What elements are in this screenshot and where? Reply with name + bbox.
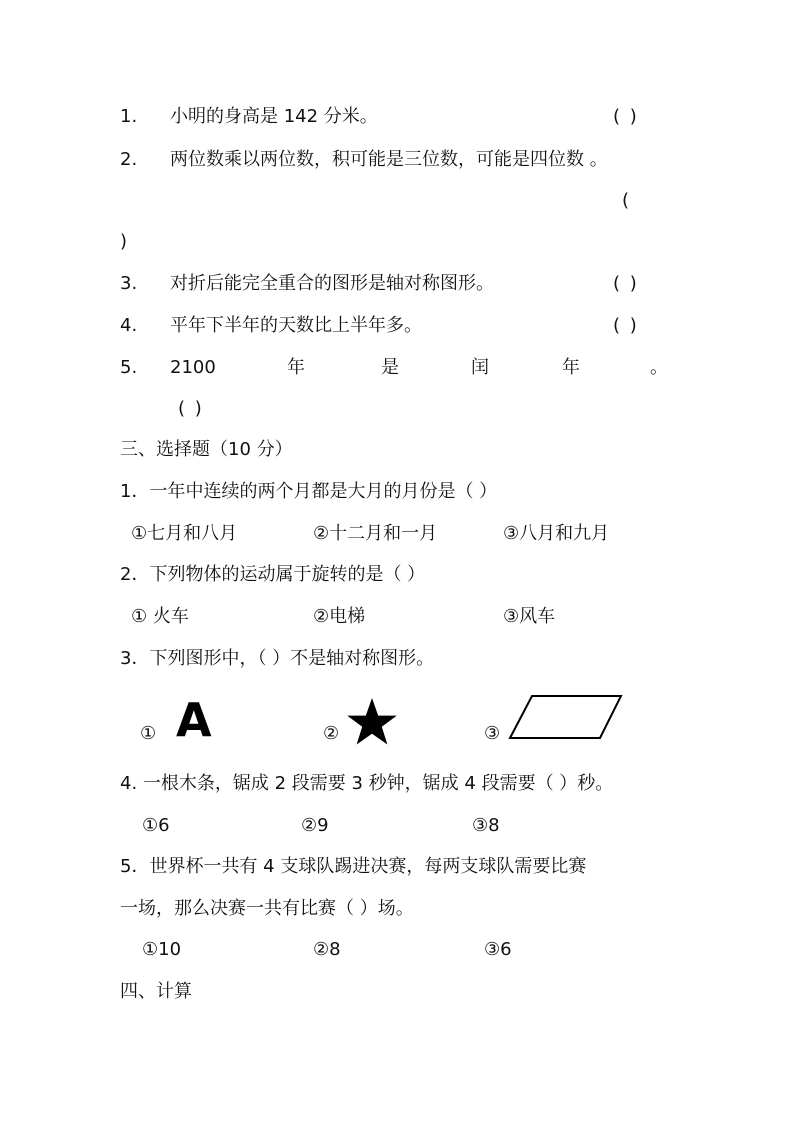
question-number: 4. bbox=[120, 315, 138, 336]
question-word: 年 bbox=[562, 357, 580, 378]
question-number: 5. bbox=[120, 357, 138, 378]
question-text: 两位数乘以两位数，积可能是三位数，可能是四位数 。 bbox=[170, 149, 608, 170]
star-shape bbox=[346, 697, 398, 747]
choice-option: ①10 bbox=[142, 939, 182, 960]
question-word: 闰 bbox=[471, 357, 489, 378]
question-word: 2100 bbox=[170, 357, 216, 378]
choice-option: ②8 bbox=[313, 939, 341, 960]
question-number: 1. bbox=[120, 106, 138, 127]
question-text: 对折后能完全重合的图形是轴对称图形。 bbox=[170, 273, 494, 294]
letter-a-shape: A bbox=[176, 693, 212, 747]
choice-option: ①6 bbox=[142, 815, 170, 836]
choice-question-5-line1: 5．世界杯一共有 4 支球队踢进决赛，每两支球队需要比赛 bbox=[120, 856, 587, 877]
answer-parentheses: ( ) bbox=[613, 273, 639, 294]
choice-option: ②十二月和一月 bbox=[313, 523, 438, 544]
answer-parentheses: ( ) bbox=[613, 106, 639, 127]
question-number: 3. bbox=[120, 273, 138, 294]
question-number: 2. bbox=[120, 149, 138, 170]
choice-option: ③ bbox=[484, 723, 501, 744]
choice-option: ②9 bbox=[301, 815, 329, 836]
choice-question-5-line2: 一场，那么决赛一共有比赛（ ）场。 bbox=[120, 898, 414, 919]
choice-option: ③8 bbox=[472, 815, 500, 836]
question-word: 是 bbox=[381, 357, 399, 378]
section-title: 四、计算 bbox=[120, 981, 192, 1002]
choice-option: ③八月和九月 bbox=[503, 523, 610, 544]
choice-option: ① 火车 bbox=[131, 606, 189, 627]
answer-parentheses: ( ) bbox=[178, 398, 204, 419]
answer-paren-open: ( bbox=[622, 190, 632, 211]
parallelogram-shape bbox=[508, 694, 624, 740]
choice-option: ③风车 bbox=[503, 606, 556, 627]
choice-option: ②电梯 bbox=[313, 606, 366, 627]
choice-option: ① bbox=[140, 723, 157, 744]
choice-option: ② bbox=[323, 723, 340, 744]
section-title: 三、选择题（10 分） bbox=[120, 439, 293, 460]
question-text: 小明的身高是 142 分米。 bbox=[170, 106, 378, 127]
question-word: 。 bbox=[650, 357, 668, 378]
choice-option: ①七月和八月 bbox=[131, 523, 238, 544]
question-text: 平年下半年的天数比上半年多。 bbox=[170, 315, 422, 336]
choice-question-3: 3．下列图形中，（ ）不是轴对称图形。 bbox=[120, 648, 435, 669]
choice-question-1: 1．一年中连续的两个月都是大月的月份是（ ） bbox=[120, 481, 498, 502]
choice-question-2: 2．下列物体的运动属于旋转的是（ ） bbox=[120, 564, 426, 585]
answer-paren-close: ) bbox=[120, 231, 130, 252]
question-word: 年 bbox=[287, 357, 305, 378]
answer-parentheses: ( ) bbox=[613, 315, 639, 336]
choice-option: ③6 bbox=[484, 939, 512, 960]
choice-question-4: 4. 一根木条，锯成 2 段需要 3 秒钟，锯成 4 段需要（ ）秒。 bbox=[120, 773, 614, 794]
